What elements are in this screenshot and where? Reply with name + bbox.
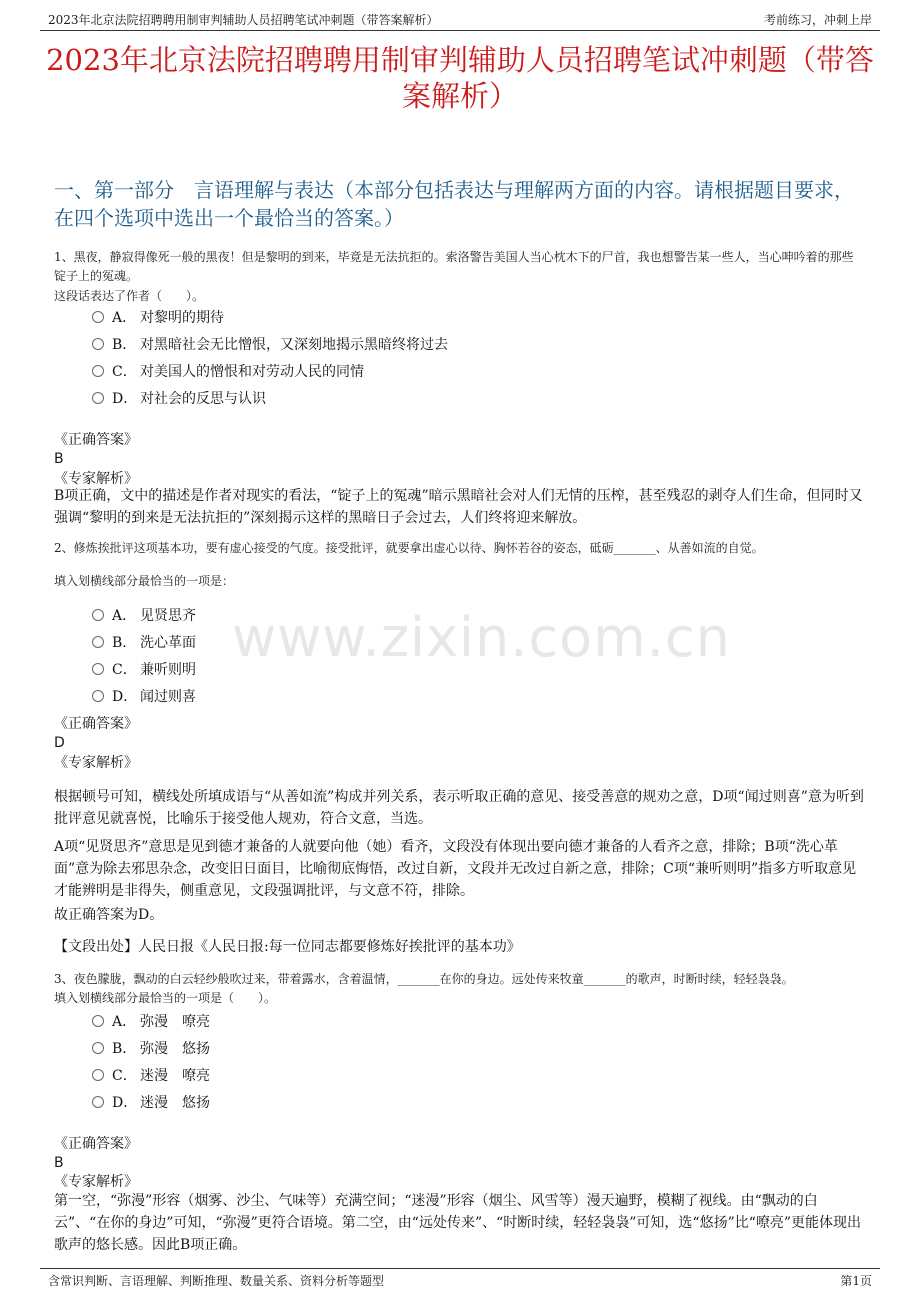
q3-option-b[interactable]: B． 弥漫 悠扬 [92,1038,210,1060]
radio-icon[interactable] [92,690,104,702]
radio-icon[interactable] [92,1069,104,1081]
radio-icon[interactable] [92,636,104,648]
page-number: 第1页 [840,1274,872,1288]
q1-analysis: B项正确，文中的描述是作者对现实的看法，“锭子上的冤魂”暗示黑暗社会对人们无情的压榨，甚至残忍的剥夺人们生命，但同时又强调“黎明的到来是无法抗拒的”深刻揭示这样的黑暗日子会过去，人们终将迎来解放。 [54,488,863,526]
q3-ask: 填入划横线部分最恰当的一项是（ ）。 [54,991,277,1005]
radio-icon[interactable] [92,365,104,377]
document-title: 2023年北京法院招聘聘用制审判辅助人员招聘笔试冲刺题（带答案解析） [46,43,874,113]
q1-option-a[interactable]: A． 对黎明的期待 [92,307,224,329]
footer-description: 含常识判断、言语理解、判断推理、数量关系、资料分析等题型 [48,1274,385,1288]
q1-option-d[interactable]: D． 对社会的反思与认识 [92,388,266,410]
q1-option-b[interactable]: B． 对黑暗社会无比憎恨，又深刻地揭示黑暗终将过去 [92,334,448,356]
q2-ask: 填入划横线部分最恰当的一项是： [54,574,235,588]
q1-ask: 这段话表达了作者（ ）。 [54,289,205,303]
q2-option-c[interactable]: C． 兼听则明 [92,659,196,681]
q2-analysis-label: 《专家解析》 [54,755,138,771]
q2-option-a[interactable]: A． 见贤思齐 [92,605,196,627]
q2-analysis-reasoning: 根据顿号可知，横线处所填成语与“从善如流”构成并列关系，表示听取正确的意见、接受善意的规劝之意，D项“闻过则喜”意为听到批评意见就喜悦，比喻乐于接受他人规劝，符合文意，当选。 [54,789,864,827]
radio-icon[interactable] [92,1015,104,1027]
radio-icon[interactable] [92,338,104,350]
q1-answer: B [54,451,64,467]
q3-analysis: 第一空，“弥漫”形容（烟雾、沙尘、气味等）充满空间；“迷漫”形容（烟尘、风雪等）漫天遍野，模糊了视线。由“飘动的白云”、“在你的身边”可知，“弥漫”更符合语境。第二空，由“远处传来”、“时断时续，轻轻袅袅”可知，选“悠扬”比“嘹亮”更能体现出歌声的悠长感。因此B项正确。 [54,1193,862,1253]
q2-option-b[interactable]: B． 洗心革面 [92,632,196,654]
radio-icon[interactable] [92,311,104,323]
radio-icon[interactable] [92,663,104,675]
page-header [40,10,880,31]
q3-stem: 3、夜色朦胧，飘动的白云轻纱般吹过来，带着露水，含着温情，_______在你的身边。远处传来牧童_______的歌声，时断时续，轻轻袅袅。 [54,972,794,986]
q3-answer: B [54,1155,64,1171]
radio-icon[interactable] [92,1096,104,1108]
page-footer [40,1268,880,1289]
q1-stem: 1、黑夜，静寂得像死一般的黑夜！但是黎明的到来，毕竟是无法抗拒的。索洛警告美国人当心枕木下的尸首，我也想警告某一些人，当心呻吟着的那些锭子上的冤魂。 [54,250,854,283]
header-slogan: 考前练习，冲刺上岸 [763,13,872,27]
q3-analysis-label: 《专家解析》 [54,1174,138,1190]
header-doc-title: 2023年北京法院招聘聘用制审判辅助人员招聘笔试冲刺题（带答案解析） [48,13,439,27]
q2-answer: D [54,735,65,751]
q2-option-d[interactable]: D． 闻过则喜 [92,686,196,708]
q2-source: 【文段出处】人民日报《人民日报:每一位同志都要修炼好挨批评的基本功》 [54,939,521,955]
q3-option-d[interactable]: D． 迷漫 悠扬 [92,1092,210,1114]
radio-icon[interactable] [92,1042,104,1054]
section-heading: 一、第一部分 言语理解与表达（本部分包括表达与理解两方面的内容。请根据题目要求，在四个选项中选出一个最恰当的答案。） [54,178,854,230]
radio-icon[interactable] [92,392,104,404]
watermark: www.zixin.com.cn [232,606,731,669]
q2-answer-label: 《正确答案》 [54,716,138,732]
q2-analysis-eliminations: A项“见贤思齐”意思是见到德才兼备的人就要向他（她）看齐，文段没有体现出要向德才兼备的人看齐之意，排除；B项“洗心革面”意为除去邪思杂念，改变旧日面目，比喻彻底悔悟，改过自新，文段并无改过自新之意，排除；C项“兼听则明”指多方听取意见才能辨明是非得失，侧重意见，文段强调批评，与文意不符，排除。 [54,839,857,899]
q2-analysis-conclusion: 故正确答案为D。 [54,907,164,923]
q3-answer-label: 《正确答案》 [54,1136,138,1152]
q1-answer-label: 《正确答案》 [54,432,138,448]
q2-stem: 2、修炼挨批评这项基本功，要有虚心接受的气度。接受批评，就要拿出虚心以待、胸怀若谷的姿态，砥砺_______、从善如流的自觉。 [54,541,764,555]
q3-option-a[interactable]: A． 弥漫 嘹亮 [92,1011,210,1033]
q3-option-c[interactable]: C． 迷漫 嘹亮 [92,1065,210,1087]
radio-icon[interactable] [92,609,104,621]
q1-analysis-label: 《专家解析》 [54,471,138,487]
q1-option-c[interactable]: C． 对美国人的憎恨和对劳动人民的同情 [92,361,364,383]
